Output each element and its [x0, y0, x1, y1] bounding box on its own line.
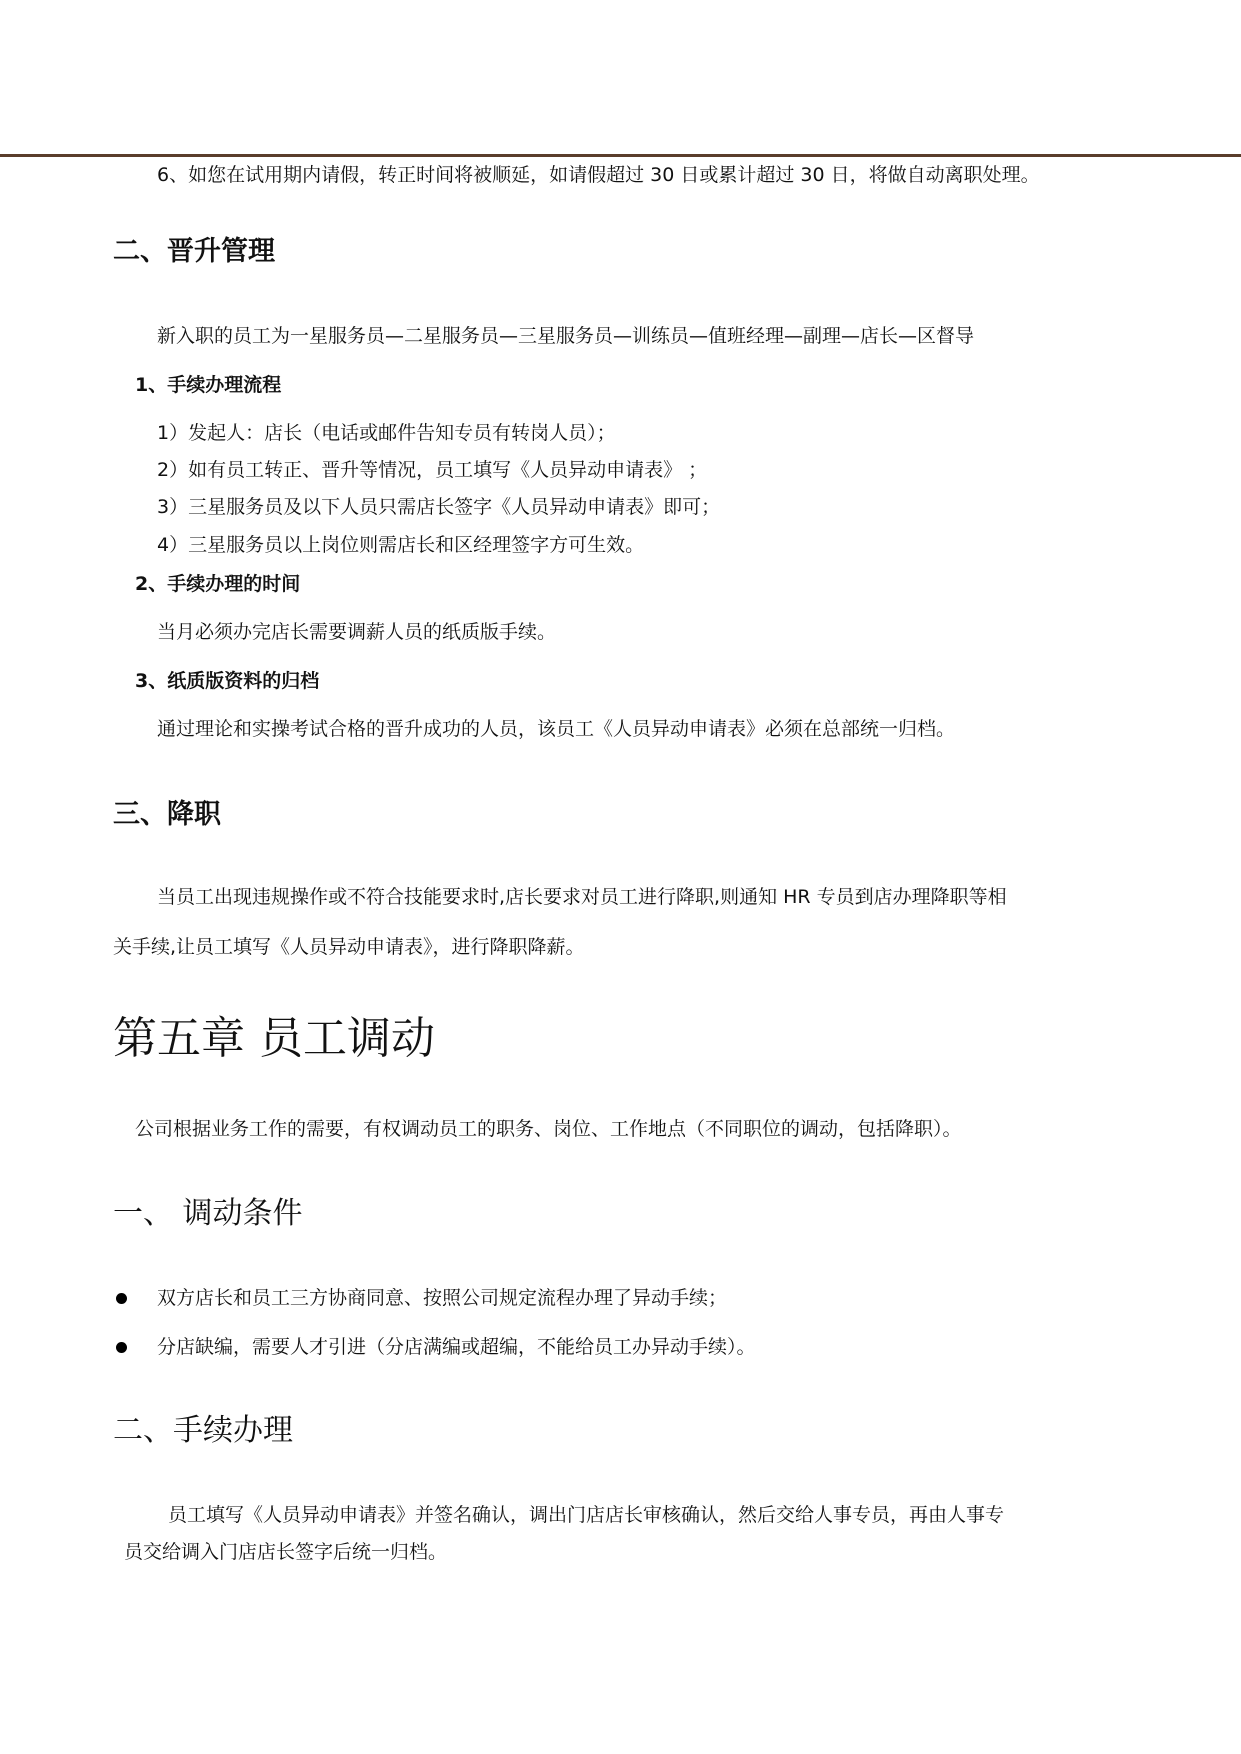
- section-heading-conditions: 一、 调动条件: [113, 1196, 303, 1231]
- bullet-icon: [116, 1342, 127, 1353]
- subheading-timing: 2、手续办理的时间: [135, 573, 301, 595]
- timing-text: 当月必须办完店长需要调薪人员的纸质版手续。: [157, 621, 557, 643]
- bullet-icon: [116, 1293, 127, 1304]
- demotion-text-line1: 当员工出现违规操作或不符合技能要求时,店长要求对员工进行降职,则通知 HR 专员到店办理降职等相: [157, 886, 1007, 908]
- archive-text: 通过理论和实操考试合格的晋升成功的人员，该员工《人员异动申请表》必须在总部统一归档。: [157, 718, 956, 740]
- list-item: 分店缺编，需要人才引进（分店满编或超编，不能给员工办异动手续）。: [157, 1336, 756, 1358]
- section-heading-promotion: 二、晋升管理: [113, 236, 275, 267]
- transfer-procedure-line1: 员工填写《人员异动申请表》并签名确认，调出门店店长审核确认，然后交给人事专员，再由人事专: [168, 1504, 1005, 1526]
- header-rule: [0, 154, 1241, 157]
- procedure-step: 4）三星服务员以上岗位则需店长和区经理签字方可生效。: [157, 534, 645, 556]
- promotion-path: 新入职的员工为一星服务员—二星服务员—三星服务员—训练员—值班经理—副理—店长—区督导: [157, 325, 975, 347]
- section-heading-demotion: 三、降职: [113, 799, 221, 830]
- subheading-archive: 3、纸质版资料的归档: [135, 670, 320, 692]
- subheading-procedure: 1、手续办理流程: [135, 374, 282, 396]
- chapter-intro: 公司根据业务工作的需要，有权调动员工的职务、岗位、工作地点（不同职位的调动，包括降职）。: [135, 1118, 962, 1140]
- demotion-text-line2: 关手续,让员工填写《人员异动申请表》，进行降职降薪。: [113, 936, 585, 958]
- procedure-step: 2）如有员工转正、晋升等情况，员工填写《人员异动申请表》 ；: [157, 459, 708, 481]
- procedure-step: 3）三星服务员及以下人员只需店长签字《人员异动申请表》即可；: [157, 496, 721, 518]
- probation-note: 6、如您在试用期内请假，转正时间将被顺延，如请假超过 30 日或累计超过 30 日，将做自动离职处理。: [157, 164, 1040, 186]
- transfer-procedure-line2: 员交给调入门店店长签字后统一归档。: [124, 1541, 448, 1563]
- chapter-title: 第五章 员工调动: [113, 1013, 435, 1064]
- procedure-step: 1）发起人：店长（电话或邮件告知专员有转岗人员）；: [157, 422, 616, 444]
- section-heading-procedure: 二、手续办理: [113, 1413, 293, 1448]
- list-item: 双方店长和员工三方协商同意、按照公司规定流程办理了异动手续；: [157, 1287, 728, 1309]
